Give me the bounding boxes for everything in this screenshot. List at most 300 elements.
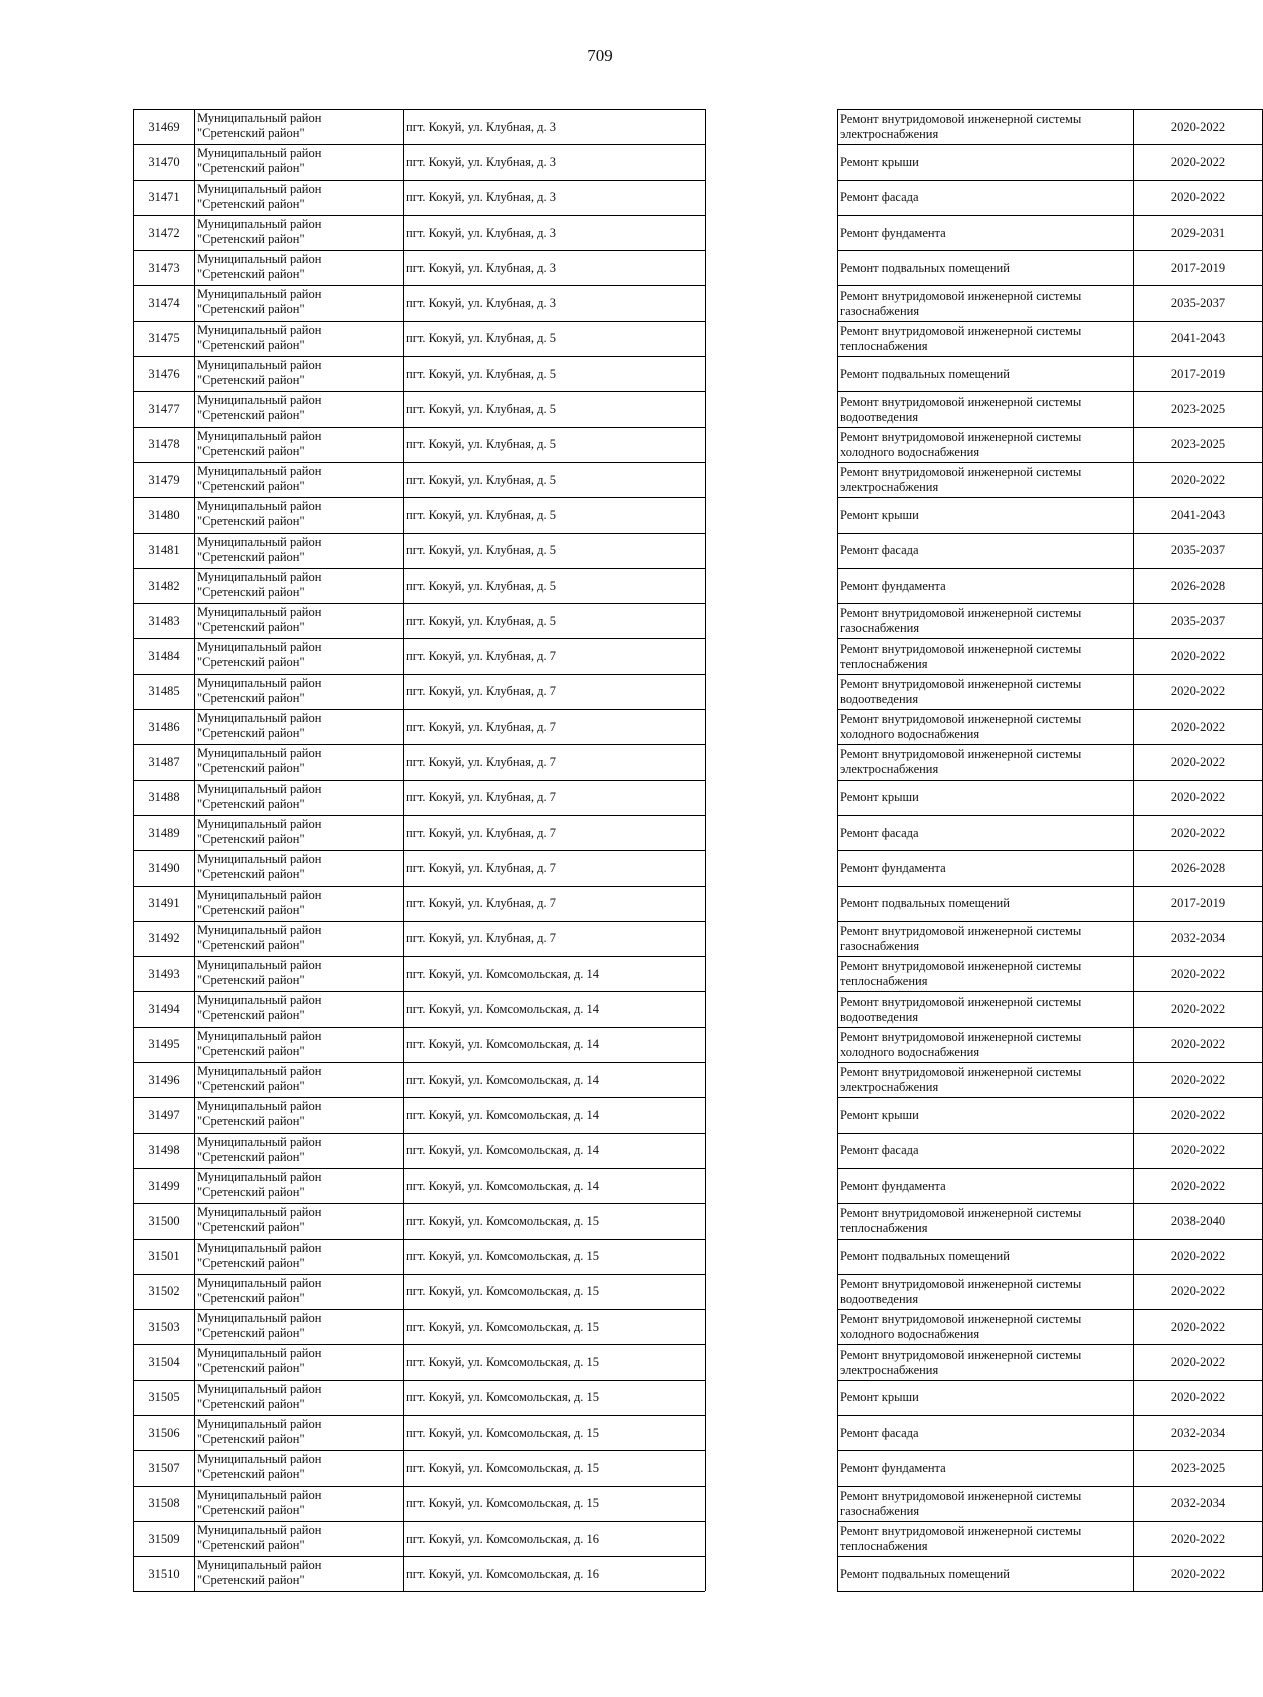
municipality-cell: Муниципальный район "Сретенский район" — [194, 285, 403, 320]
row-number-cell: 31508 — [133, 1486, 194, 1521]
work-type-cell-text: Ремонт фундамента — [840, 578, 946, 593]
address-cell: пгт. Кокуй, ул. Комсомольская, д. 15 — [403, 1274, 705, 1309]
row-number-cell: 31469 — [133, 109, 194, 144]
period-cell: 2026-2028 — [1133, 568, 1263, 603]
work-type-cell — [837, 1344, 1133, 1379]
period-cell: 2020-2022 — [1133, 709, 1263, 744]
row-number-cell: 31495 — [133, 1027, 194, 1062]
row-number-cell: 31503 — [133, 1309, 194, 1344]
empty-column-cell — [705, 638, 837, 673]
address-cell: пгт. Кокуй, ул. Клубная, д. 5 — [403, 356, 705, 391]
work-type-cell-text: Ремонт внутридомовой инженерной системы электроснабжения — [840, 112, 1082, 142]
work-type-cell — [837, 674, 1133, 709]
address-cell: пгт. Кокуй, ул. Клубная, д. 7 — [403, 921, 705, 956]
work-type-cell-text: Ремонт внутридомовой инженерной системы газоснабжения — [840, 1488, 1082, 1518]
empty-column-cell — [705, 1062, 837, 1097]
work-type-cell — [837, 568, 1133, 603]
empty-column-cell — [705, 1203, 837, 1238]
address-cell: пгт. Кокуй, ул. Комсомольская, д. 16 — [403, 1556, 705, 1591]
work-type-cell — [837, 991, 1133, 1026]
municipality-cell: Муниципальный район "Сретенский район" — [194, 391, 403, 426]
row-number-cell: 31500 — [133, 1203, 194, 1238]
work-type-cell-text: Ремонт внутридомовой инженерной системы электроснабжения — [840, 465, 1082, 495]
period-cell: 2041-2043 — [1133, 497, 1263, 532]
address-cell: пгт. Кокуй, ул. Клубная, д. 3 — [403, 109, 705, 144]
work-type-cell-text: Ремонт подвальных помещений — [840, 1249, 1010, 1264]
address-cell: пгт. Кокуй, ул. Клубная, д. 7 — [403, 780, 705, 815]
work-type-cell-text: Ремонт фундамента — [840, 860, 946, 875]
period-cell: 2017-2019 — [1133, 356, 1263, 391]
work-type-cell-text: Ремонт внутридомовой инженерной системы водоотведения — [840, 394, 1082, 424]
work-type-cell — [837, 1309, 1133, 1344]
row-number-cell: 31502 — [133, 1274, 194, 1309]
period-cell: 2023-2025 — [1133, 427, 1263, 462]
row-number-cell: 31497 — [133, 1097, 194, 1132]
empty-column-cell — [705, 1027, 837, 1062]
empty-column-cell — [705, 356, 837, 391]
address-cell: пгт. Кокуй, ул. Комсомольская, д. 14 — [403, 1133, 705, 1168]
table-row — [133, 1486, 1226, 1521]
table-row — [133, 1380, 1226, 1415]
municipality-cell: Муниципальный район "Сретенский район" — [194, 1097, 403, 1132]
row-number-cell: 31486 — [133, 709, 194, 744]
work-type-cell-text: Ремонт фасада — [840, 1425, 919, 1440]
address-cell: пгт. Кокуй, ул. Клубная, д. 5 — [403, 497, 705, 532]
address-cell: пгт. Кокуй, ул. Клубная, д. 5 — [403, 321, 705, 356]
empty-column-cell — [705, 1344, 837, 1379]
empty-column-cell — [705, 674, 837, 709]
page-number: 709 — [587, 46, 613, 65]
work-type-cell-text: Ремонт внутридомовой инженерной системы водоотведения — [840, 676, 1082, 706]
work-type-cell-text: Ремонт внутридомовой инженерной системы теплоснабжения — [840, 1206, 1082, 1236]
work-type-cell — [837, 780, 1133, 815]
work-type-cell-text: Ремонт внутридомовой инженерной системы холодного водоснабжения — [840, 429, 1082, 459]
work-type-cell-text: Ремонт внутридомовой инженерной системы теплоснабжения — [840, 641, 1082, 671]
period-cell: 2017-2019 — [1133, 250, 1263, 285]
table-row — [133, 1097, 1226, 1132]
empty-column-cell — [705, 1309, 837, 1344]
period-cell: 2035-2037 — [1133, 603, 1263, 638]
table-row — [133, 744, 1226, 779]
row-number-cell: 31494 — [133, 991, 194, 1026]
work-type-cell-text: Ремонт крыши — [840, 154, 919, 169]
municipality-cell: Муниципальный район "Сретенский район" — [194, 921, 403, 956]
table-row — [133, 638, 1226, 673]
address-cell: пгт. Кокуй, ул. Комсомольская, д. 15 — [403, 1203, 705, 1238]
row-number-cell: 31510 — [133, 1556, 194, 1591]
period-cell: 2020-2022 — [1133, 1309, 1263, 1344]
work-type-cell-text: Ремонт внутридомовой инженерной системы газоснабжения — [840, 606, 1082, 636]
work-type-cell — [837, 427, 1133, 462]
address-cell: пгт. Кокуй, ул. Клубная, д. 5 — [403, 603, 705, 638]
row-number-cell: 31484 — [133, 638, 194, 673]
municipality-cell: Муниципальный район "Сретенский район" — [194, 815, 403, 850]
period-cell: 2020-2022 — [1133, 744, 1263, 779]
row-number-cell: 31496 — [133, 1062, 194, 1097]
row-number-cell: 31474 — [133, 285, 194, 320]
table-row — [133, 1309, 1226, 1344]
work-type-cell — [837, 391, 1133, 426]
empty-column-cell — [705, 462, 837, 497]
period-cell: 2020-2022 — [1133, 815, 1263, 850]
table-row — [133, 250, 1226, 285]
empty-column-cell — [705, 250, 837, 285]
empty-column-cell — [705, 956, 837, 991]
row-number-cell: 31491 — [133, 886, 194, 921]
table-row — [133, 1415, 1226, 1450]
address-cell: пгт. Кокуй, ул. Комсомольская, д. 15 — [403, 1309, 705, 1344]
table-row — [133, 1521, 1226, 1556]
table-row — [133, 321, 1226, 356]
work-type-cell-text: Ремонт подвальных помещений — [840, 366, 1010, 381]
municipality-cell: Муниципальный район "Сретенский район" — [194, 427, 403, 462]
works-table — [133, 109, 1226, 1591]
work-type-cell-text: Ремонт фасада — [840, 190, 919, 205]
address-cell: пгт. Кокуй, ул. Клубная, д. 3 — [403, 144, 705, 179]
row-number-cell: 31482 — [133, 568, 194, 603]
table-row — [133, 1168, 1226, 1203]
work-type-cell-text: Ремонт внутридомовой инженерной системы электроснабжения — [840, 747, 1082, 777]
table-row — [133, 1133, 1226, 1168]
table-row — [133, 921, 1226, 956]
address-cell: пгт. Кокуй, ул. Клубная, д. 7 — [403, 815, 705, 850]
period-cell: 2020-2022 — [1133, 1274, 1263, 1309]
municipality-cell: Муниципальный район "Сретенский район" — [194, 144, 403, 179]
address-cell: пгт. Кокуй, ул. Клубная, д. 7 — [403, 850, 705, 885]
municipality-cell: Муниципальный район "Сретенский район" — [194, 1309, 403, 1344]
work-type-cell — [837, 144, 1133, 179]
work-type-cell — [837, 356, 1133, 391]
empty-column-cell — [705, 1239, 837, 1274]
table-bottom-border-left — [133, 1591, 705, 1592]
period-cell: 2035-2037 — [1133, 533, 1263, 568]
table-row — [133, 674, 1226, 709]
work-type-cell-text: Ремонт внутридомовой инженерной системы водоотведения — [840, 1276, 1082, 1306]
municipality-cell: Муниципальный район "Сретенский район" — [194, 991, 403, 1026]
work-type-cell — [837, 921, 1133, 956]
municipality-cell: Муниципальный район "Сретенский район" — [194, 744, 403, 779]
address-cell: пгт. Кокуй, ул. Клубная, д. 7 — [403, 638, 705, 673]
row-number-cell: 31477 — [133, 391, 194, 426]
work-type-cell-text: Ремонт фундамента — [840, 1178, 946, 1193]
row-number-cell: 31481 — [133, 533, 194, 568]
municipality-cell: Муниципальный район "Сретенский район" — [194, 462, 403, 497]
row-number-cell: 31487 — [133, 744, 194, 779]
table-row — [133, 850, 1226, 885]
empty-column-cell — [705, 1097, 837, 1132]
work-type-cell — [837, 603, 1133, 638]
work-type-cell-text: Ремонт внутридомовой инженерной системы газоснабжения — [840, 288, 1082, 318]
work-type-cell-text: Ремонт внутридомовой инженерной системы теплоснабжения — [840, 1524, 1082, 1554]
row-number-cell: 31509 — [133, 1521, 194, 1556]
table-row — [133, 1062, 1226, 1097]
empty-column-cell — [705, 1521, 837, 1556]
table-row — [133, 956, 1226, 991]
address-cell: пгт. Кокуй, ул. Комсомольская, д. 16 — [403, 1521, 705, 1556]
work-type-cell — [837, 1486, 1133, 1521]
period-cell: 2020-2022 — [1133, 780, 1263, 815]
table-row — [133, 356, 1226, 391]
work-type-cell-text: Ремонт крыши — [840, 1390, 919, 1405]
row-number-cell: 31473 — [133, 250, 194, 285]
municipality-cell: Муниципальный район "Сретенский район" — [194, 321, 403, 356]
address-cell: пгт. Кокуй, ул. Клубная, д. 5 — [403, 533, 705, 568]
empty-column-cell — [705, 391, 837, 426]
period-cell: 2017-2019 — [1133, 886, 1263, 921]
row-number-cell: 31485 — [133, 674, 194, 709]
municipality-cell: Муниципальный район "Сретенский район" — [194, 1521, 403, 1556]
period-cell: 2020-2022 — [1133, 674, 1263, 709]
address-cell: пгт. Кокуй, ул. Комсомольская, д. 14 — [403, 1097, 705, 1132]
work-type-cell-text: Ремонт подвальных помещений — [840, 896, 1010, 911]
period-cell: 2020-2022 — [1133, 1380, 1263, 1415]
work-type-cell-text: Ремонт внутридомовой инженерной системы газоснабжения — [840, 923, 1082, 953]
address-cell: пгт. Кокуй, ул. Клубная, д. 3 — [403, 250, 705, 285]
municipality-cell: Муниципальный район "Сретенский район" — [194, 780, 403, 815]
period-cell: 2029-2031 — [1133, 215, 1263, 250]
row-number-cell: 31490 — [133, 850, 194, 885]
empty-column-cell — [705, 285, 837, 320]
period-cell: 2020-2022 — [1133, 1133, 1263, 1168]
table-row — [133, 109, 1226, 144]
table-row — [133, 780, 1226, 815]
empty-column-cell — [705, 180, 837, 215]
table-row — [133, 1556, 1226, 1591]
period-cell: 2035-2037 — [1133, 285, 1263, 320]
municipality-cell: Муниципальный район "Сретенский район" — [194, 1203, 403, 1238]
work-type-cell-text: Ремонт внутридомовой инженерной системы электроснабжения — [840, 1065, 1082, 1095]
empty-column-cell — [705, 815, 837, 850]
address-cell: пгт. Кокуй, ул. Комсомольская, д. 14 — [403, 991, 705, 1026]
municipality-cell: Муниципальный район "Сретенский район" — [194, 956, 403, 991]
period-cell: 2020-2022 — [1133, 1168, 1263, 1203]
address-cell: пгт. Кокуй, ул. Клубная, д. 7 — [403, 744, 705, 779]
work-type-cell — [837, 1203, 1133, 1238]
municipality-cell: Муниципальный район "Сретенский район" — [194, 1344, 403, 1379]
empty-column-cell — [705, 780, 837, 815]
work-type-cell — [837, 215, 1133, 250]
table-row — [133, 497, 1226, 532]
period-cell: 2020-2022 — [1133, 991, 1263, 1026]
work-type-cell — [837, 1168, 1133, 1203]
work-type-cell-text: Ремонт внутридомовой инженерной системы водоотведения — [840, 994, 1082, 1024]
table-row — [133, 991, 1226, 1026]
address-cell: пгт. Кокуй, ул. Комсомольская, д. 14 — [403, 956, 705, 991]
work-type-cell-text: Ремонт фундамента — [840, 225, 946, 240]
municipality-cell: Муниципальный район "Сретенский район" — [194, 250, 403, 285]
empty-column-cell — [705, 744, 837, 779]
address-cell: пгт. Кокуй, ул. Клубная, д. 5 — [403, 568, 705, 603]
table-row — [133, 1239, 1226, 1274]
row-number-cell: 31501 — [133, 1239, 194, 1274]
row-number-cell: 31489 — [133, 815, 194, 850]
municipality-cell: Муниципальный район "Сретенский район" — [194, 568, 403, 603]
address-cell: пгт. Кокуй, ул. Комсомольская, д. 15 — [403, 1239, 705, 1274]
work-type-cell-text: Ремонт внутридомовой инженерной системы теплоснабжения — [840, 323, 1082, 353]
period-cell: 2020-2022 — [1133, 1556, 1263, 1591]
work-type-cell-text: Ремонт крыши — [840, 1107, 919, 1122]
row-number-cell: 31479 — [133, 462, 194, 497]
work-type-cell-text: Ремонт фасада — [840, 543, 919, 558]
row-number-cell: 31505 — [133, 1380, 194, 1415]
empty-column-cell — [705, 1380, 837, 1415]
table-row — [133, 215, 1226, 250]
address-cell: пгт. Кокуй, ул. Комсомольская, д. 14 — [403, 1027, 705, 1062]
period-cell: 2020-2022 — [1133, 956, 1263, 991]
period-cell: 2023-2025 — [1133, 1450, 1263, 1485]
empty-column-cell — [705, 144, 837, 179]
municipality-cell: Муниципальный район "Сретенский район" — [194, 1239, 403, 1274]
row-number-cell: 31488 — [133, 780, 194, 815]
work-type-cell — [837, 1274, 1133, 1309]
table-row — [133, 533, 1226, 568]
table-row — [133, 568, 1226, 603]
empty-column-cell — [705, 603, 837, 638]
work-type-cell — [837, 250, 1133, 285]
work-type-cell-text: Ремонт подвальных помещений — [840, 260, 1010, 275]
address-cell: пгт. Кокуй, ул. Клубная, д. 7 — [403, 886, 705, 921]
address-cell: пгт. Кокуй, ул. Клубная, д. 7 — [403, 709, 705, 744]
work-type-cell — [837, 1380, 1133, 1415]
empty-column-cell — [705, 1168, 837, 1203]
municipality-cell: Муниципальный район "Сретенский район" — [194, 603, 403, 638]
row-number-cell: 31471 — [133, 180, 194, 215]
table-row — [133, 1203, 1226, 1238]
table-row — [133, 1027, 1226, 1062]
table-row — [133, 427, 1226, 462]
municipality-cell: Муниципальный район "Сретенский район" — [194, 1133, 403, 1168]
period-cell: 2020-2022 — [1133, 1062, 1263, 1097]
row-number-cell: 31493 — [133, 956, 194, 991]
work-type-cell — [837, 533, 1133, 568]
period-cell: 2020-2022 — [1133, 1344, 1263, 1379]
work-type-cell — [837, 1521, 1133, 1556]
table-row — [133, 1344, 1226, 1379]
row-number-cell: 31498 — [133, 1133, 194, 1168]
empty-column-cell — [705, 886, 837, 921]
work-type-cell-text: Ремонт фасада — [840, 1143, 919, 1158]
table-row — [133, 180, 1226, 215]
empty-column-cell — [705, 1556, 837, 1591]
table-bottom-border-right — [837, 1591, 1263, 1592]
address-cell: пгт. Кокуй, ул. Клубная, д. 5 — [403, 462, 705, 497]
period-cell: 2020-2022 — [1133, 462, 1263, 497]
address-cell: пгт. Кокуй, ул. Комсомольская, д. 14 — [403, 1168, 705, 1203]
municipality-cell: Муниципальный район "Сретенский район" — [194, 886, 403, 921]
work-type-cell — [837, 1415, 1133, 1450]
work-type-cell-text: Ремонт внутридомовой инженерной системы холодного водоснабжения — [840, 1312, 1082, 1342]
empty-column-cell — [705, 321, 837, 356]
period-cell: 2032-2034 — [1133, 1486, 1263, 1521]
work-type-cell — [837, 1027, 1133, 1062]
empty-column-cell — [705, 850, 837, 885]
table-row — [133, 391, 1226, 426]
row-number-cell: 31507 — [133, 1450, 194, 1485]
municipality-cell: Муниципальный район "Сретенский район" — [194, 356, 403, 391]
municipality-cell: Муниципальный район "Сретенский район" — [194, 497, 403, 532]
empty-column-cell — [705, 1274, 837, 1309]
municipality-cell: Муниципальный район "Сретенский район" — [194, 1027, 403, 1062]
address-cell: пгт. Кокуй, ул. Комсомольская, д. 15 — [403, 1415, 705, 1450]
address-cell: пгт. Кокуй, ул. Клубная, д. 3 — [403, 215, 705, 250]
work-type-cell — [837, 956, 1133, 991]
municipality-cell: Муниципальный район "Сретенский район" — [194, 1274, 403, 1309]
work-type-cell — [837, 850, 1133, 885]
period-cell: 2026-2028 — [1133, 850, 1263, 885]
work-type-cell — [837, 1062, 1133, 1097]
row-number-cell: 31475 — [133, 321, 194, 356]
empty-column-cell — [705, 1486, 837, 1521]
empty-column-cell — [705, 709, 837, 744]
municipality-cell: Муниципальный район "Сретенский район" — [194, 1062, 403, 1097]
period-cell: 2041-2043 — [1133, 321, 1263, 356]
period-cell: 2020-2022 — [1133, 180, 1263, 215]
row-number-cell: 31476 — [133, 356, 194, 391]
work-type-cell — [837, 886, 1133, 921]
row-number-cell: 31492 — [133, 921, 194, 956]
municipality-cell: Муниципальный район "Сретенский район" — [194, 1380, 403, 1415]
address-cell: пгт. Кокуй, ул. Клубная, д. 5 — [403, 391, 705, 426]
municipality-cell: Муниципальный район "Сретенский район" — [194, 1556, 403, 1591]
work-type-cell — [837, 709, 1133, 744]
work-type-cell — [837, 638, 1133, 673]
work-type-cell-text: Ремонт внутридомовой инженерной системы холодного водоснабжения — [840, 712, 1082, 742]
work-type-cell — [837, 462, 1133, 497]
municipality-cell: Муниципальный район "Сретенский район" — [194, 1415, 403, 1450]
address-cell: пгт. Кокуй, ул. Клубная, д. 3 — [403, 180, 705, 215]
work-type-cell-text: Ремонт крыши — [840, 790, 919, 805]
work-type-cell-text: Ремонт подвальных помещений — [840, 1566, 1010, 1581]
empty-column-cell — [705, 215, 837, 250]
work-type-cell — [837, 1556, 1133, 1591]
empty-column-cell — [705, 991, 837, 1026]
address-cell: пгт. Кокуй, ул. Клубная, д. 7 — [403, 674, 705, 709]
table-row — [133, 886, 1226, 921]
municipality-cell: Муниципальный район "Сретенский район" — [194, 1486, 403, 1521]
period-cell: 2020-2022 — [1133, 1239, 1263, 1274]
address-cell: пгт. Кокуй, ул. Комсомольская, д. 15 — [403, 1450, 705, 1485]
period-cell: 2020-2022 — [1133, 109, 1263, 144]
work-type-cell — [837, 109, 1133, 144]
empty-column-cell — [705, 533, 837, 568]
work-type-cell — [837, 1133, 1133, 1168]
municipality-cell: Муниципальный район "Сретенский район" — [194, 1168, 403, 1203]
work-type-cell — [837, 1097, 1133, 1132]
period-cell: 2023-2025 — [1133, 391, 1263, 426]
period-cell: 2020-2022 — [1133, 1521, 1263, 1556]
work-type-cell — [837, 744, 1133, 779]
address-cell: пгт. Кокуй, ул. Комсомольская, д. 15 — [403, 1486, 705, 1521]
work-type-cell — [837, 180, 1133, 215]
row-number-cell: 31504 — [133, 1344, 194, 1379]
municipality-cell: Муниципальный район "Сретенский район" — [194, 850, 403, 885]
period-cell: 2032-2034 — [1133, 921, 1263, 956]
work-type-cell-text: Ремонт внутридомовой инженерной системы теплоснабжения — [840, 959, 1082, 989]
address-cell: пгт. Кокуй, ул. Комсомольская, д. 14 — [403, 1062, 705, 1097]
work-type-cell-text: Ремонт внутридомовой инженерной системы холодного водоснабжения — [840, 1029, 1082, 1059]
table-row — [133, 285, 1226, 320]
work-type-cell-text: Ремонт фундамента — [840, 1460, 946, 1475]
address-cell: пгт. Кокуй, ул. Комсомольская, д. 15 — [403, 1344, 705, 1379]
empty-column-cell — [705, 568, 837, 603]
table-row — [133, 144, 1226, 179]
address-cell: пгт. Кокуй, ул. Комсомольская, д. 15 — [403, 1380, 705, 1415]
municipality-cell: Муниципальный район "Сретенский район" — [194, 215, 403, 250]
work-type-cell — [837, 1239, 1133, 1274]
municipality-cell: Муниципальный район "Сретенский район" — [194, 709, 403, 744]
municipality-cell: Муниципальный район "Сретенский район" — [194, 1450, 403, 1485]
table-row — [133, 1274, 1226, 1309]
